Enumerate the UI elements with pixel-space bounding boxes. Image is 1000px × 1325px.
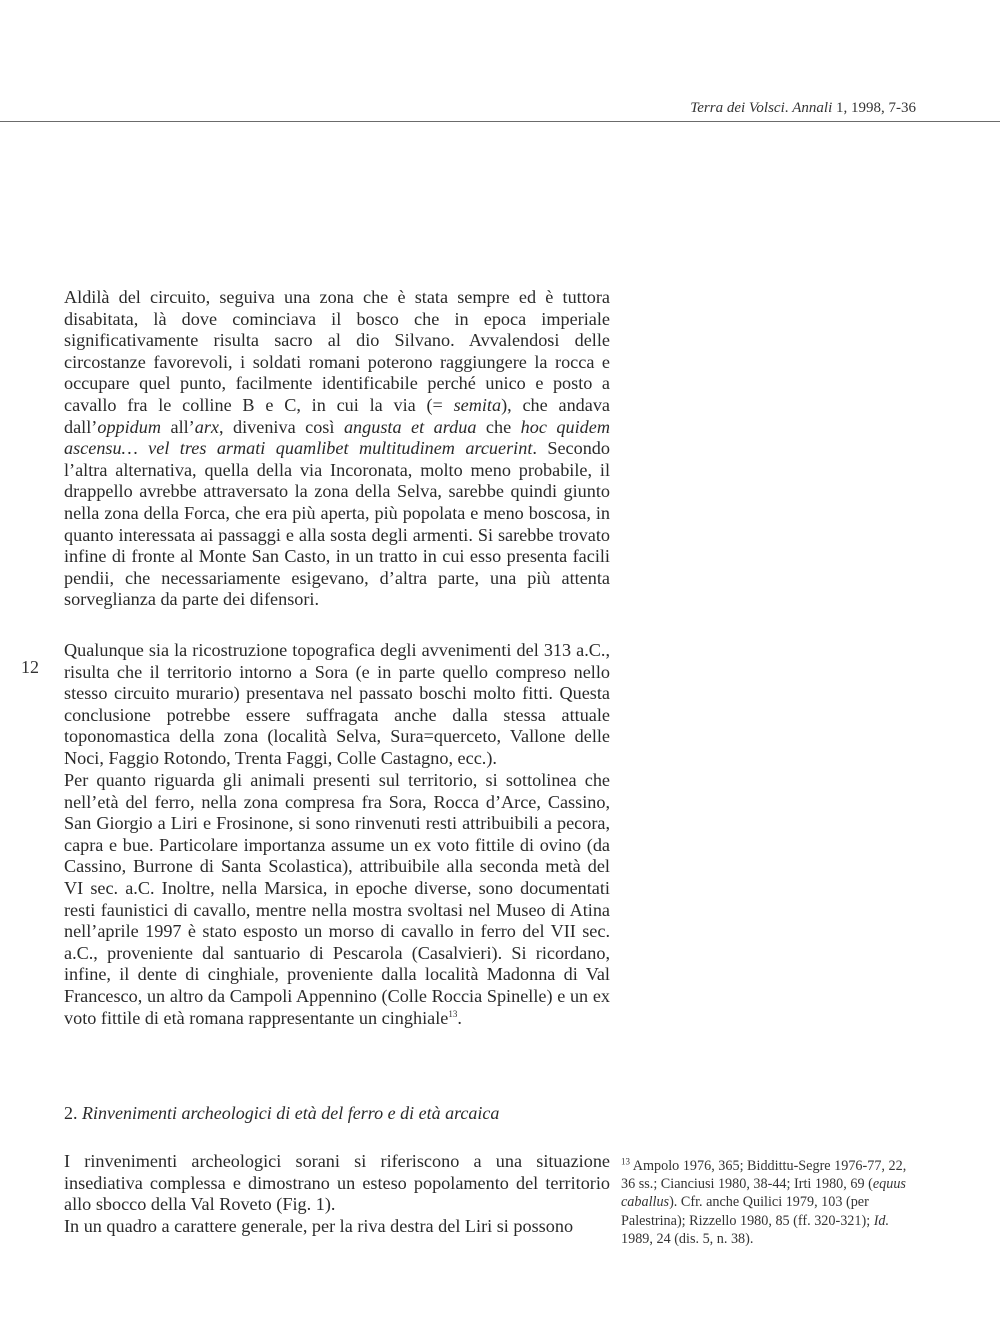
footnote-reference[interactable]: 13 [448, 1008, 458, 1019]
header-rule [0, 121, 1000, 122]
footnote-text-c: 1989, 24 (dis. 5, n. 38). [621, 1230, 754, 1247]
section-title-text: Rinvenimenti archeologici di età del ferro e di età arcaica [82, 1103, 500, 1123]
running-head [690, 100, 916, 117]
p5-text: In un quadro a carattere generale, per la riva destra del Liri si possono [64, 1216, 574, 1236]
p1-angusta: angusta et ardua [343, 416, 477, 437]
journal-title: Terra dei Volsci [690, 100, 785, 116]
footnote-id: Id. [873, 1212, 890, 1229]
p3-text: Per quanto riguarda gli animali presenti sul territorio, si sottolinea che nell’età del ferro, nella zona compresa fra Sora, Rocca d’Arce, Cassino, San Giorgio a Liri e Frosinone, si sono rinvenuti resti attribuibili a pecora, capra e bue. Particolare importanza assume un ex voto fittile di ovino (da Cassino, Burrone di Santa Scolastica), attribuibile alla seconda metà del VI sec. a.C. Inoltre, nella Marsica, in epoche diverse, sono documentati resti faunistici di cavallo, mentre nella mostra svoltasi nel Museo di Atina nell’aprile 1997 è stato esposto un morso di cavallo in ferro del VII sec. a.C., proveniente dal santuario di Pescarola (Casalvieri). Si ricordano, infine, il dente di cinghiale, proveniente dalla località Madonna di Val Francesco, un altro da Campoli Appennino (Colle Roccia Spinelle) e un ex voto fittile di età romana rappresentante un cinghiale [64, 770, 610, 1028]
p1-text-c: all’ [161, 416, 195, 437]
annali-label: Annali [792, 100, 833, 116]
p1-semita: semita [453, 394, 502, 415]
p1-oppidum: oppidum [97, 416, 161, 437]
p1-latin-quote: hoc quidem ascensu… vel tres armati quamlibet multitudinem arcuerint [64, 416, 610, 459]
p1-arx: arx [194, 416, 219, 437]
paragraph-silvano [64, 287, 610, 611]
section-number: 2. [64, 1103, 82, 1123]
footnote-equus: equus caballus [621, 1176, 906, 1211]
page-number: 12 [21, 657, 39, 677]
paragraph-liri [64, 1216, 610, 1238]
p3-end: . [457, 1007, 462, 1028]
paragraph-topografia [64, 640, 610, 770]
p4-text: I rinvenimenti archeologici sorani si riferiscono a una situazione insediativa complessa e dimostrano un esteso popolamento del territorio allo sbocco della Val Roveto (Fig. 1). [64, 1151, 610, 1215]
running-head-separator: . [784, 100, 793, 116]
section-heading [64, 1103, 499, 1124]
footnote-13 [621, 1157, 921, 1248]
footnote-text-a: Ampolo 1976, 365; Biddittu-Segre 1976-77, 22, 36 ss.; Cianciusi 1980, 38-44; Irti 1980, 69 ( [621, 1158, 907, 1193]
p1-text-a: Aldilà del circuito, seguiva una zona che è stata sempre ed è tuttora disabitata, là dove cominciava il bosco che in epoca imperiale significativamente risulta sacro al dio Silvano. Avvalendosi delle circostanze favorevoli, i soldati romani poterono raggiungere la rocca e occupare quel punto, facilmente identificabile perché unico e posto a cavallo fra le colline B e C, in cui la via (= [64, 287, 610, 415]
paragraph-rinvenimenti [64, 1151, 610, 1216]
issue-details: 1, 1998, 7-36 [832, 100, 916, 116]
footnote-marker: 13 [621, 1156, 630, 1167]
p1-text-b: ), che andava dall’ [64, 394, 610, 437]
p1-text-f: . Secondo l’altra alternativa, quella della via Incoronata, molto meno probabile, il drappello avrebbe attraversato la zona della Selva, sarebbe quindi giunto nella zona della Forca, che era più aperta, più popolata e meno boscosa, in quanto interessata ai passaggi e alla sosta degli armenti. Si sarebbe trovato infine di fronte al Monte San Casto, in un tratto in cui esso presenta facili pendii, che necessariamente esigevano, d’altra parte, una più attenta sorveglianza da parte dei difensori. [64, 438, 610, 610]
footnote-text-b: ). Cfr. anche Quilici 1979, 103 (per Palestrina); Rizzello 1980, 85 (ff. 320-321); [621, 1194, 874, 1229]
p1-text-e: che [476, 416, 521, 437]
paragraph-animali [64, 770, 610, 1029]
p2-text: Qualunque sia la ricostruzione topografica degli avvenimenti del 313 a.C., risulta che il territorio intorno a Sora (e in parte quello compreso nello stesso circuito murario) presentava nel passato boschi molto fitti. Questa conclusione potrebbe essere suffragata anche dalla stessa attuale toponomastica della zona (località Selva, Sura=querceto, Vallone delle Noci, Faggio Rotondo, Trenta Faggi, Colle Castagno, ecc.). [64, 640, 610, 768]
p1-text-d: , diveniva così [218, 416, 344, 437]
